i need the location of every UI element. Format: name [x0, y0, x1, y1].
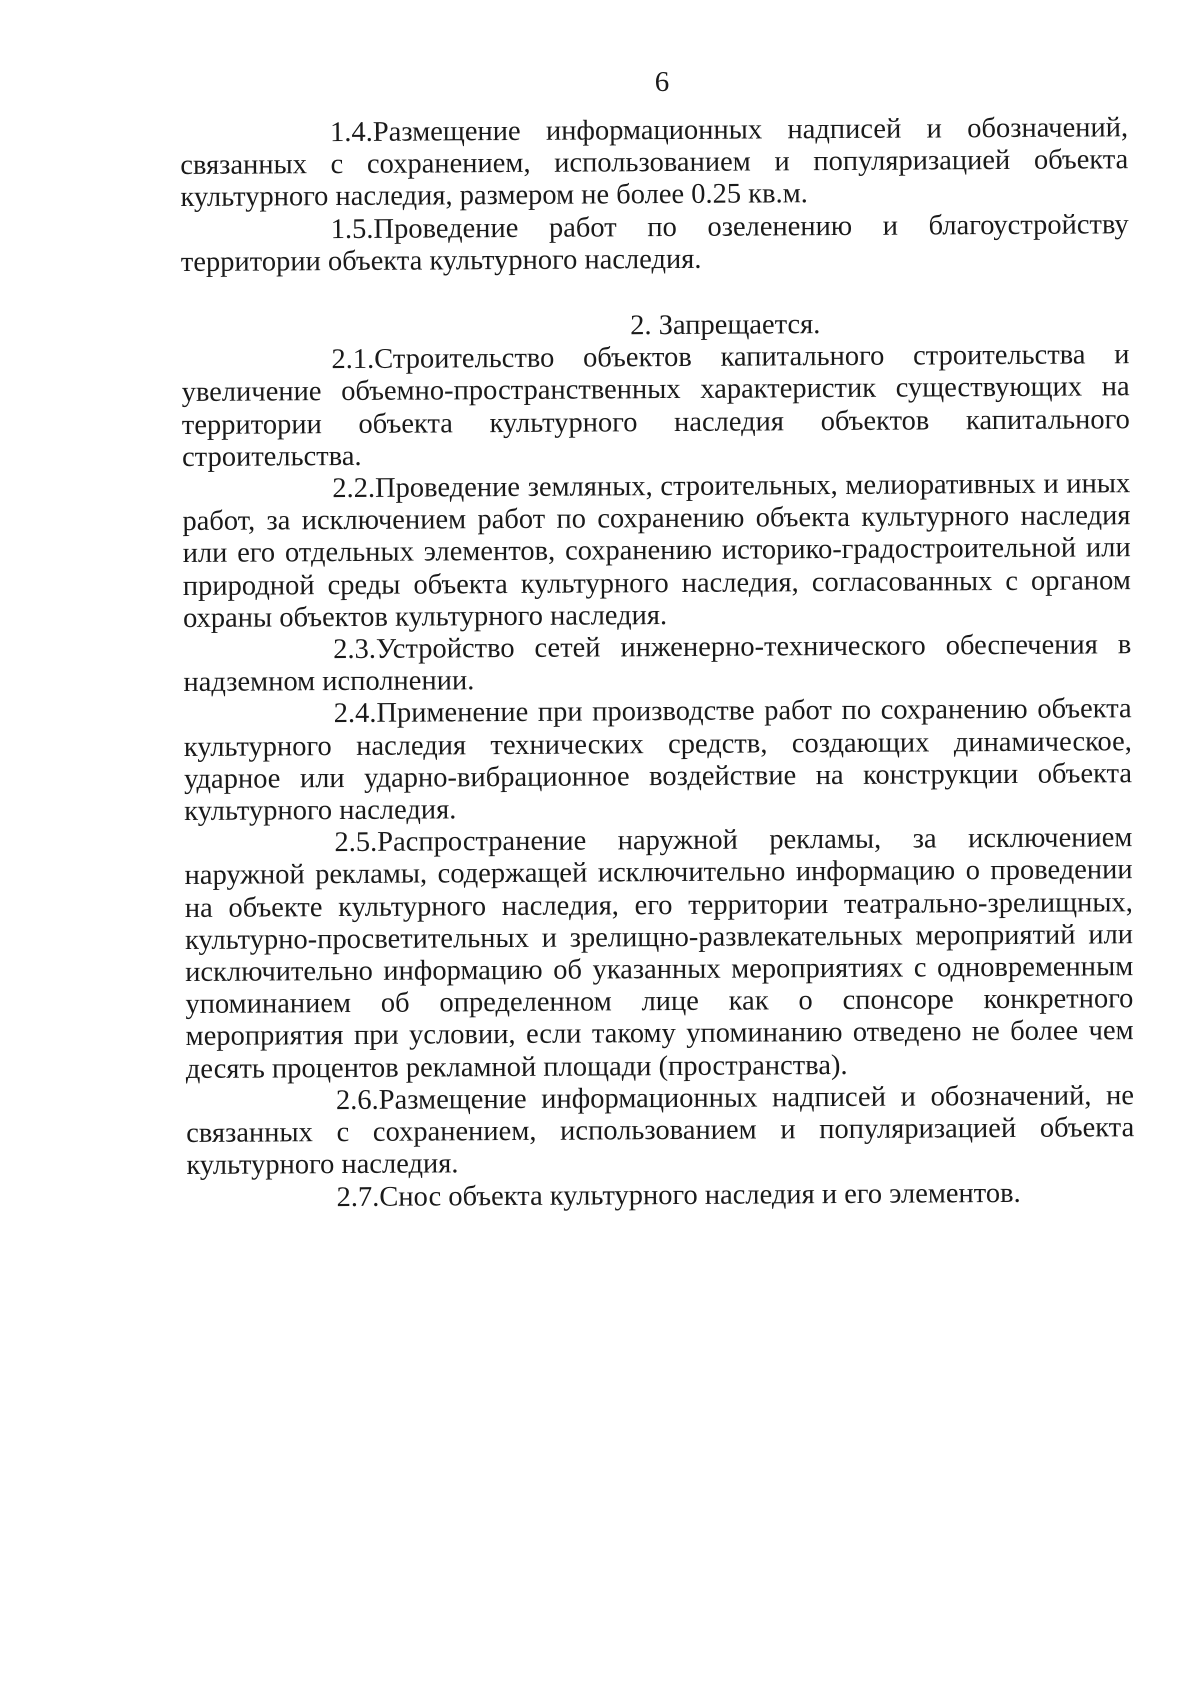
clause-text: Размещение информационных надписей и обозначений, связанных с сохранением, использованием и популяризацией объекта культурного наследия, размером не более 0.25 кв.м.: [180, 112, 1129, 214]
clause-number: 2.5.: [334, 827, 378, 859]
clause-2-7: [187, 1177, 1135, 1215]
clause-text: Проведение работ по озеленению и благоустройству территории объекта культурного наследия.: [180, 208, 1129, 278]
clause-number: 1.4.: [329, 116, 373, 149]
clause-2-3: [183, 629, 1131, 699]
clause-2-4: [184, 694, 1133, 829]
clause-2-6: [186, 1080, 1135, 1182]
document-body: [180, 112, 1135, 1214]
clause-text: Строительство объектов капитального строительства и увеличение объемно-пространственных характеристик существующих на территории объекта культурного наследия объектов капитального строительства.: [181, 339, 1130, 473]
clause-text: Распространение наружной рекламы, за исключением наружной рекламы, содержащей исключительно информацию о проведении на объекте культурного наследия, его территории театрально-зрелищных, культурно-просветительных и зрелищно-развлекательных мероприятий или исключительно информацию об указанных мероприятиях с одновременным упоминанием об определенном лице как о спонсоре конкретного мероприятия при условии, если такому упоминанию отведено не более чем десять процентов рекламной площади (пространства).: [184, 822, 1134, 1085]
clause-number: 2.6.: [335, 1084, 379, 1116]
clause-number: 2.4.: [333, 698, 377, 730]
clause-number: 2.3.: [333, 633, 377, 666]
clause-1-4: [180, 112, 1129, 214]
clause-number: 1.5.: [330, 213, 374, 245]
clause-1-5: [181, 209, 1129, 279]
clause-text: Размещение информационных надписей и обозначений, не связанных с сохранением, использованием и популяризацией объекта культурного наследия.: [186, 1080, 1135, 1182]
section-heading: 2. Запрещается.: [630, 309, 821, 342]
page-number: 6: [654, 66, 670, 98]
clause-number: 2.7.: [336, 1181, 380, 1213]
clause-2-1: [181, 339, 1130, 474]
clause-text: Проведение земляных, строительных, мелиоративных и иных работ, за исключением работ по сохранению объекта культурного наследия или его отдельных элементов, сохранению историко-градостроительной или природной среды объекта культурного наследия, согласованных с органом охраны объектов культурного наследия.: [182, 468, 1131, 634]
clause-number: 2.1.: [331, 344, 375, 376]
clause-2-2: [182, 468, 1131, 635]
clause-text: Снос объекта культурного наследия и его элементов.: [379, 1177, 1021, 1213]
clause-text: Применение при производстве работ по сохранению объекта культурного наследия технических средств, создающих динамическое, ударное или ударно-вибрационное воздействие на конструкции объекта культурного наследия.: [183, 693, 1133, 828]
clause-number: 2.2.: [332, 472, 376, 505]
clause-text: Устройство сетей инженерно-технического обеспечения в надземном исполнении.: [183, 629, 1132, 699]
clause-2-5: [184, 822, 1134, 1085]
